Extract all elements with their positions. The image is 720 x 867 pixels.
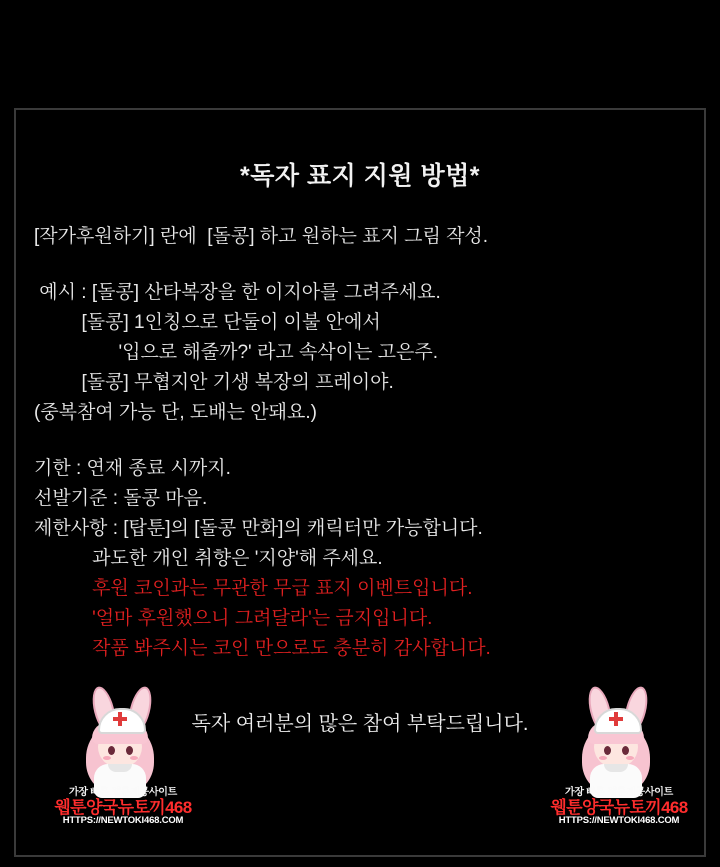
site-watermark: [544, 788, 694, 826]
body-line: [돌콩] 무협지안 기생 복장의 프레이야.: [34, 372, 394, 393]
body-line: 선발기준 : 돌콩 마음.: [34, 488, 208, 509]
watermark-site-name: 웹툰양국뉴토끼468: [54, 797, 192, 817]
body-line: '입으로 해줄까?' 라고 속삭이는 고은주.: [34, 342, 438, 363]
cross-icon: [113, 717, 127, 721]
watermark-tagline: 가장 빠른 웹툰제공사이트: [565, 787, 673, 798]
watermark-url: HTTPS://NEWTOKI468.COM: [62, 815, 184, 827]
eye-icon: [604, 746, 611, 755]
eye-icon: [108, 746, 115, 755]
body-line: [돌콩] 1인칭으로 단둘이 이불 안에서: [34, 312, 381, 333]
blush-icon: [599, 756, 607, 760]
watermark-site-name: 웹툰양국뉴토끼468: [550, 797, 688, 817]
blush-icon: [626, 756, 634, 760]
body-line-warning: 후원 코인과는 무관한 무급 표지 이벤트입니다.: [34, 578, 473, 599]
page-title: *독자 표지 지원 방법*: [240, 162, 480, 190]
blush-icon: [130, 756, 138, 760]
site-watermark: [48, 788, 198, 826]
body-line: [작가후원하기] 란에 [돌콩] 하고 원하는 표지 그림 작성.: [34, 226, 489, 247]
eye-icon: [126, 746, 133, 755]
blush-icon: [103, 756, 111, 760]
watermark-url: HTTPS://NEWTOKI468.COM: [558, 815, 680, 827]
body-line-warning: 작품 봐주시는 코인 만으로도 충분히 감사합니다.: [34, 638, 491, 659]
panel-content: [0, 108, 720, 738]
body-line-warning: '얼마 후원했으니 그려달라'는 금지입니다.: [34, 608, 433, 629]
body-line: 과도한 개인 취향은 '지양'해 주세요.: [34, 548, 383, 569]
instructions-block: [0, 222, 720, 664]
closing-message: 독자 여러분의 많은 참여 부탁드립니다.: [191, 713, 529, 735]
body-line: 기한 : 연재 종료 시까지.: [34, 458, 231, 479]
eye-icon: [622, 746, 629, 755]
body-line: 예시 : [돌콩] 산타복장을 한 이지아를 그려주세요.: [34, 282, 441, 303]
body-line: 제한사항 : [탑툰]의 [돌콩 만화]의 캐릭터만 가능합니다.: [34, 518, 483, 539]
cross-icon: [609, 717, 623, 721]
body-line: (중복참여 가능 단, 도배는 안돼요.): [34, 402, 317, 423]
watermark-tagline: 가장 빠른 웹툰제공사이트: [69, 787, 177, 798]
